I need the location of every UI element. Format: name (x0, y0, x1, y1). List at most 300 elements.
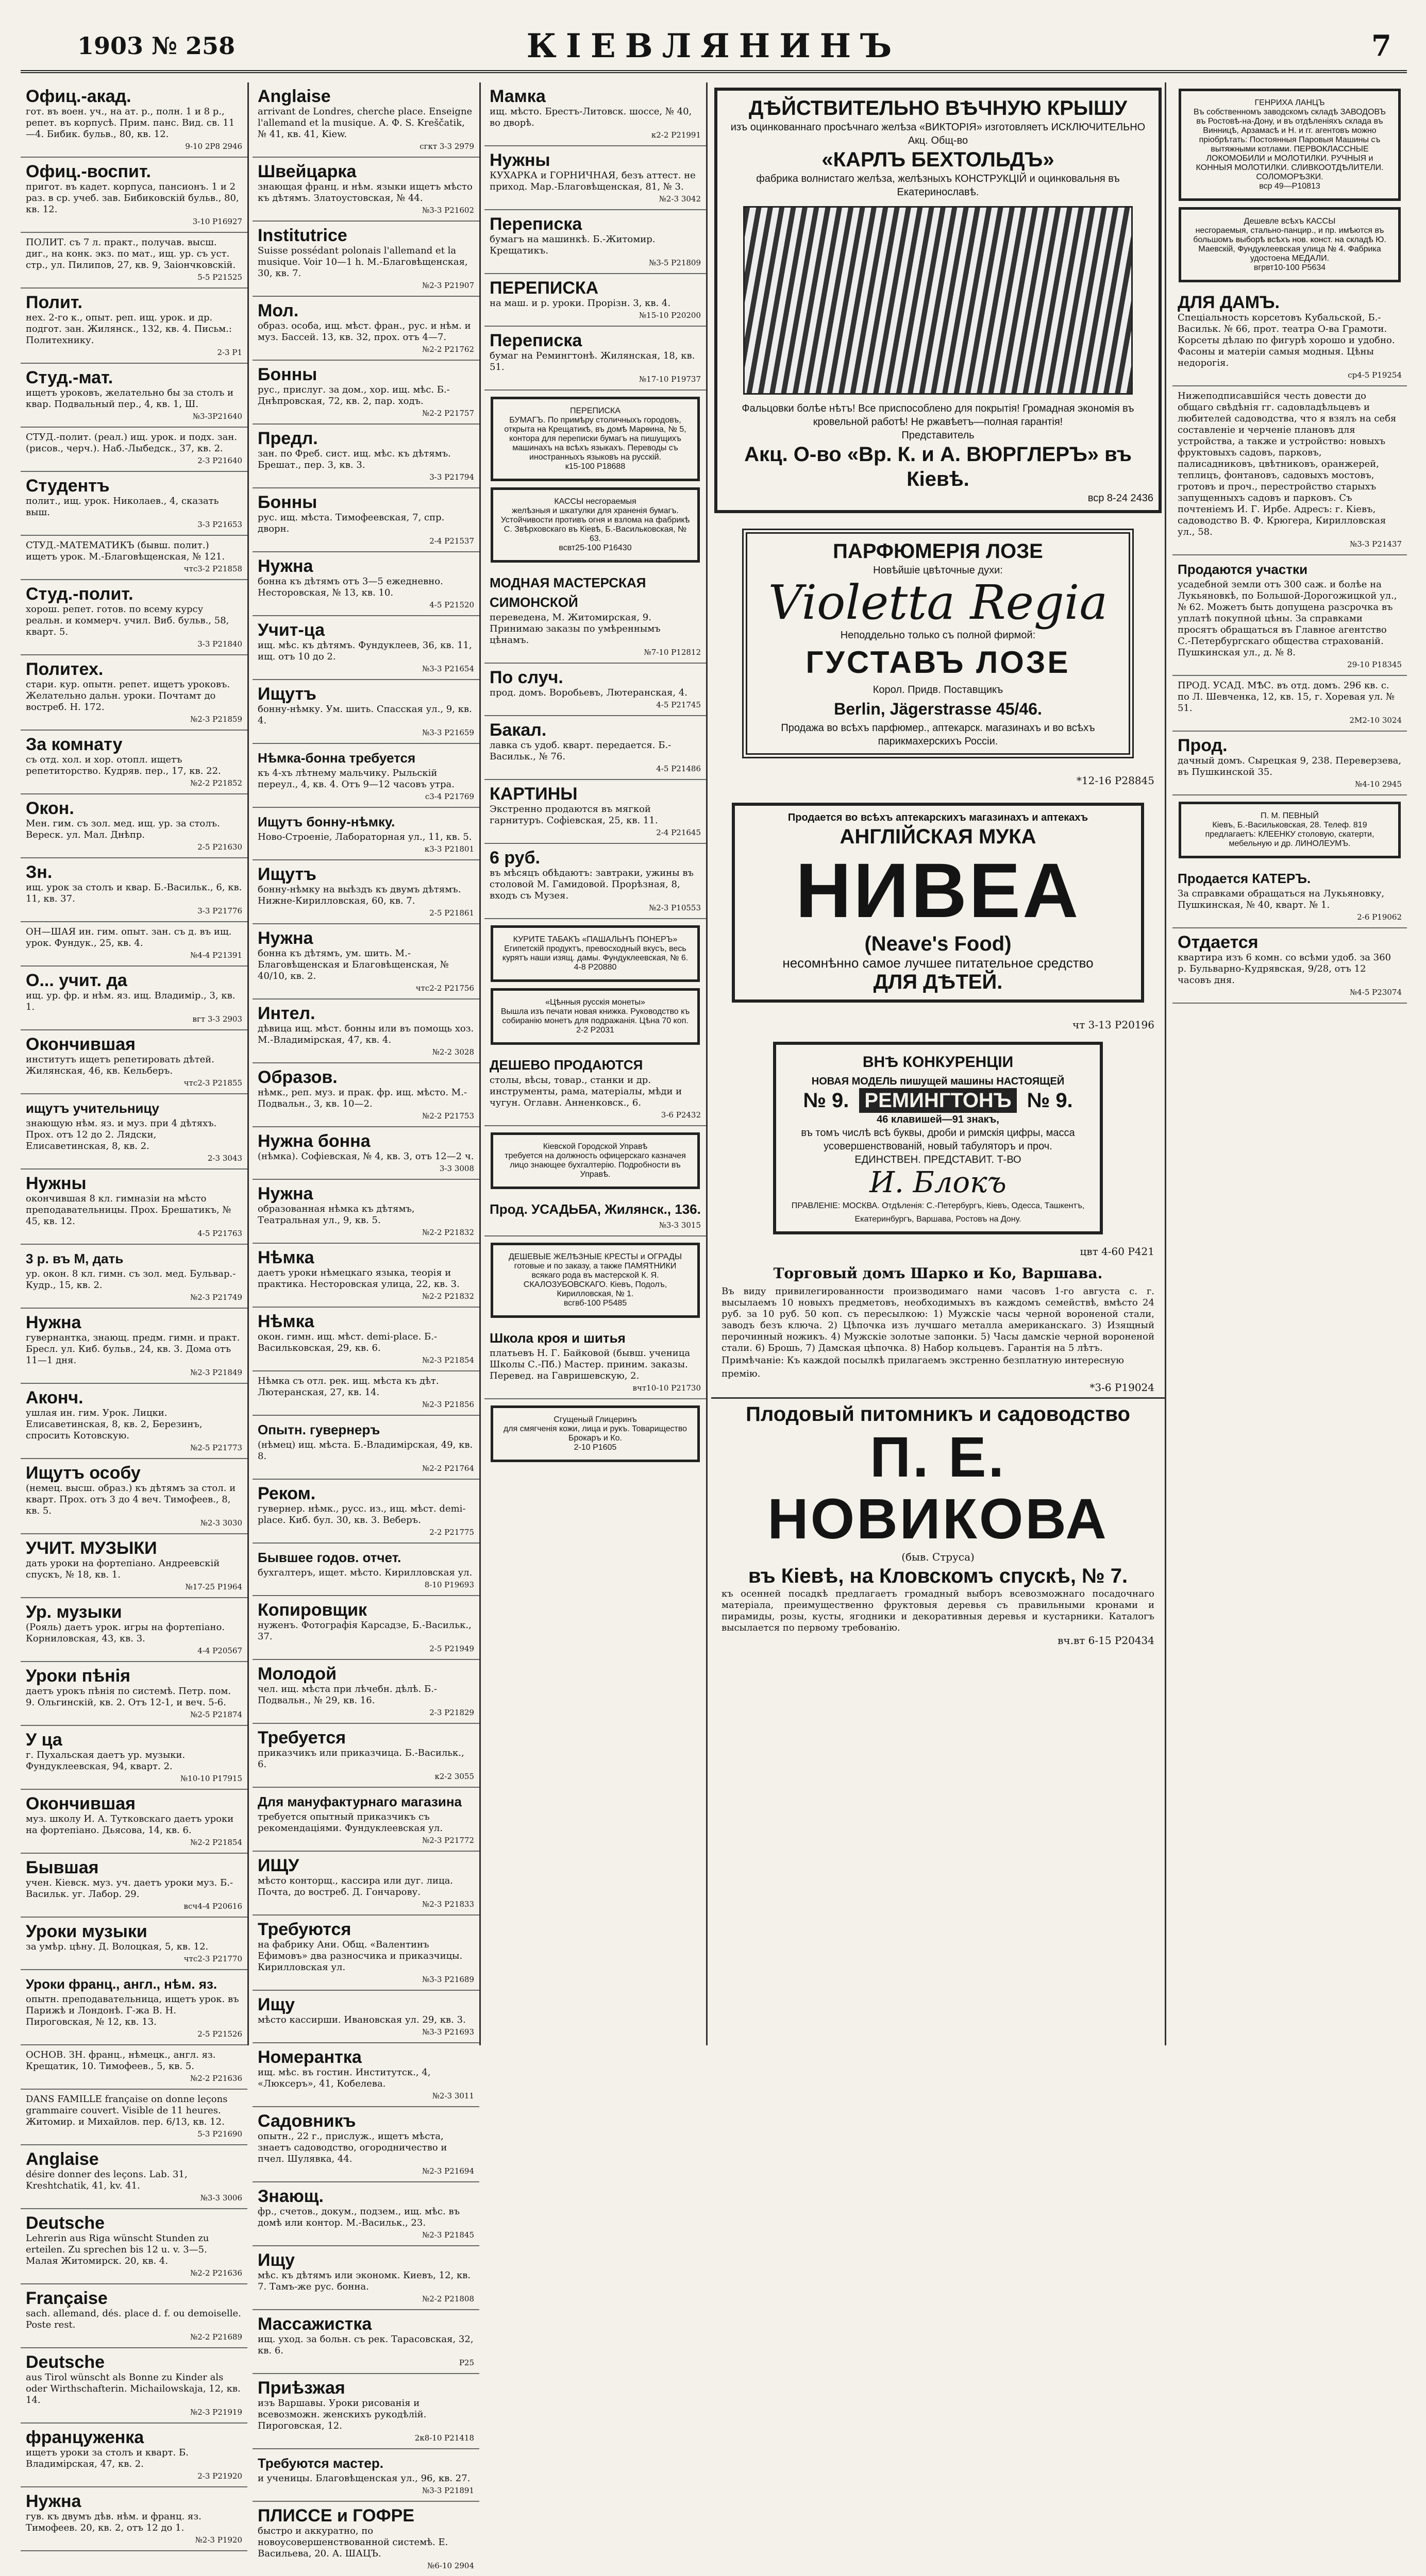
classified-ad (1179, 89, 1401, 201)
issue-date: 1903 № 258 (77, 32, 236, 60)
ad-heading: Приѣзжая (258, 2378, 345, 2398)
ad-heading: Продается КАТЕРЪ. (1178, 871, 1311, 886)
ad-heading: Студ.-полит. (26, 584, 133, 604)
ad-ref-code: №2-2 Р21832 (422, 1292, 474, 1301)
ad-text: гувернер. нѣмк., русс. из., ищ. мѣст. demi-place. Киб. бул. 30, кв. 3. Веберъ. (258, 1503, 466, 1526)
ad-text: несгораемыя, стально-панцир., и пр. имѣются въ большомъ выборѣ всѣхъ нов. конст. на складѣ Ю. Маевскій, Фундуклеевская улица № 4. Фабрика удостоена МЕДАЛИ. (1193, 226, 1386, 263)
classified-ad (1172, 386, 1407, 555)
ad-ref-code: сгкт 3-3 2979 (420, 142, 474, 151)
ad-heading: Офиц.-акад. (26, 87, 131, 106)
classified-ad (21, 1245, 247, 1309)
ad-ref-code: №2-2 Р21852 (190, 778, 242, 788)
typewriter-brand: РЕМИНГТОНЪ (859, 1088, 1016, 1113)
ad-ref-code: 2-6 Р19062 (1357, 912, 1402, 922)
ad-heading: Копировщик (258, 1600, 367, 1620)
ad-text: Мен. гим. съ зол. мед. ищ. ур. за столъ. Вереск. ул. Мал. Днѣпр. (26, 818, 220, 840)
classified-ad (253, 2043, 479, 2107)
ad-text: лавка съ удоб. кварт. передается. Б.-Васильк., № 76. (490, 740, 672, 762)
ad-text: столы, вѣсы, товар., станки и др. инструменты, рама, матеріалы, мѣди и чугун. Оглавн. Анненковск., 6. (490, 1075, 682, 1108)
ad-heading: Массажистка (258, 2314, 372, 2334)
ad-ref-code: №2-2 Р21636 (190, 2268, 242, 2278)
roof-ad-title: ДѢЙСТВИТЕЛЬНО ВѢЧНУЮ КРЫШУ (748, 97, 1128, 120)
column-3 (484, 82, 708, 2045)
ad-heading: Нѣмка (258, 1312, 314, 1331)
classified-ad (21, 1918, 247, 1970)
ad-heading: Бонны (258, 365, 317, 384)
ad-heading: О... учит. да (26, 971, 127, 990)
typewriter-num-left: № 9. (803, 1089, 849, 1112)
flour-claim: несомнѣнно самое лучшее питательное средство (782, 955, 1094, 971)
ad-text: въ мѣсяцъ обѣдаютъ: завтраки, ужины въ столовой М. Гамидовой. Прорѣзная, 8, входъ съ Музея. (490, 868, 694, 901)
ad-ref-code: №3-3 Р21891 (422, 2486, 474, 2495)
classified-ad (253, 999, 479, 1063)
classified-ad (253, 1416, 479, 1480)
page-number: 7 (1371, 29, 1391, 63)
watch-ref: *3-6 Р19024 (1089, 1381, 1154, 1394)
ad-ref-code: к2-2 3055 (434, 1772, 474, 1781)
nursery-was: (быв. Струса) (901, 1551, 975, 1563)
ad-heading: Уроки франц., англ., нѣм. яз. (26, 1976, 217, 1992)
ad-ref-code: 8-10 Р19693 (424, 1580, 474, 1589)
ad-text: ПОЛИТ. съ 7 л. практ., получав. высш. диг., на конк. экз. по мат., ищ. ур. съ уст. стр., ул. Пилипов, 27, кв. 9, Заіончковскій. (26, 237, 236, 270)
watch-body: Въ виду привилегированности производимаго нами часовъ 1-го августа с. г. высылаемъ 10 новыхъ предметовъ, необходимыхъ въ каждомъ семействѣ, вмѣсто 24 руб. за 10 руб. 50 коп. съ пересылкою: 1) Мужскіе часы черной вороненой стали, заводъ безъ ключа. 2) Цѣпочка изъ лучшаго металла американскаго. 3) Изящный перочинный ножикъ. 4) Мужскіе золотые запонки. 5) Часы дамскіе черной вороненой стали. 6) Брошь, 7) Дамская цѣпочка. 8) Набор кольцевъ. Гарантія на 5 лѣтъ. (722, 1286, 1154, 1353)
ad-heading: француженка (26, 2428, 144, 2447)
ad-ref-code: 3-3 Р21653 (197, 520, 242, 529)
ad-text: г. Пухальская даетъ ур. музыки. Фундуклеевская, 94, кварт. 2. (26, 1750, 186, 1772)
ad-heading: Нѣмка (258, 1248, 314, 1267)
classified-ad (491, 1132, 700, 1189)
classified-ad (253, 1660, 479, 1724)
ad-ref-code: №3-3Р21640 (192, 412, 242, 421)
classified-ad (21, 1598, 247, 1662)
classified-ad (253, 2449, 479, 2502)
ad-text: Спеціальность корсетовъ Кубальской, Б.-Васильк. № 66, прот. театра О-ва Грамоти. Корсеты дѣлаю по фигурѣ хорошо и удобно. Фасоны и матеріи самыя модныя. Цѣны недорогія. (1178, 312, 1395, 368)
ad-text: знающую нѣм. яз. и муз. при 4 дѣтяхъ. Прох. отъ 12 до 2. Лядски, Елисаветинская, 8, кв. 2. (26, 1118, 217, 1151)
classified-ad (253, 680, 479, 744)
classified-ad (253, 2107, 479, 2182)
ad-ref-code: 3-3 3008 (439, 1164, 474, 1173)
ad-heading: Прод. (1178, 736, 1228, 755)
classified-ad (21, 364, 247, 428)
ad-text: бонна къ дѣтямъ отъ 3—5 ежедневно. Несторовская, № 13, кв. 10. (258, 576, 443, 598)
ad-ref-code: №2-2 Р21808 (422, 2294, 474, 2303)
classified-ad (253, 860, 479, 924)
classified-ad (253, 1788, 479, 1852)
perfume-house: ПАРФЮМЕРІЯ ЛОЗЕ (833, 540, 1043, 563)
ad-text: прод. домъ. Воробьевъ, Лютеранская, 4. (490, 687, 688, 698)
ad-heading: Нужна (258, 556, 313, 576)
ad-ref-code: №3-3 Р21689 (422, 1975, 474, 1984)
ad-ref-code: №2-2 Р21762 (422, 345, 474, 354)
classified-ad (21, 794, 247, 858)
ad-heading: Школа кроя и шитья (490, 1330, 626, 1346)
classified-ad (21, 1790, 247, 1854)
ad-text: требуется на должность офицерскаго казначея лицо знающее бухгалтерію. Подробности въ Управѣ. (505, 1151, 686, 1179)
ad-text: Нѣмка съ отл. рек. ищ. мѣста къ дѣт. Лютеранская, 27, кв. 14. (258, 1376, 439, 1398)
ad-heading: Ур. музыки (26, 1602, 122, 1622)
ad-text: и ученицы. Благовѣщенская ул., 96, кв. 27. (258, 2473, 471, 2484)
ad-ref-code: 29-10 Р18345 (1347, 660, 1402, 669)
ad-text: гувернантка, знающ. предм. гимн. и практ. Бресл. ул. Киб. бульв., 24, кв. 3. Дома отъ 11—1 дня. (26, 1332, 240, 1366)
flour-target: ДЛЯ ДѢТЕЙ. (873, 971, 1003, 993)
ad-heading: Для мануфактурнаго магазина (258, 1794, 462, 1809)
ad-text: ищ. мѣсто. Брестъ-Литовск. шоссе, № 40, во дворѣ. (490, 106, 692, 128)
ad-text: дать уроки на фортепіано. Андреевскій спускъ, № 18, кв. 1. (26, 1558, 220, 1580)
flour-name1: АНГЛІЙСКАЯ МУКА (840, 825, 1036, 848)
ad-heading: Ищутъ бонну-нѣмку. (258, 814, 395, 829)
ad-text: переведена, М. Житомирская, 9. Принимаю заказы по умѣреннымъ цѣнамъ. (490, 612, 661, 646)
ad-ref-code: №7-10 Р12812 (644, 648, 701, 657)
classified-ad (253, 1596, 479, 1660)
column-4 (711, 82, 1166, 2045)
ad-heading: Бонны (258, 493, 317, 512)
classified-ad (1172, 928, 1407, 1004)
classified-ad (253, 2374, 479, 2449)
typewriter-signature: И. Блокъ (869, 1166, 1006, 1199)
ad-heading: Нужны (490, 150, 550, 170)
ad-ref-code: вгт 3-3 2903 (192, 1014, 242, 1024)
classified-ad (253, 744, 479, 808)
ad-text: окончившая 8 кл. гимназіи на мѣсто преподавательницы. Прох. Брешатикъ, № 45, кв. 12. (26, 1193, 231, 1227)
ad-text: хорош. репет. готов. по всему курсу реальн. и коммерч. учил. Виб. бульв., 58, кварт. 5. (26, 604, 229, 637)
ad-ref-code: ср4-5 Р19254 (1348, 370, 1402, 380)
ad-ref-code: к3-3 Р21801 (424, 844, 474, 854)
ad-heading: ДЕШЕВЫЕ ЖЕЛѢЗНЫЕ КРЕСТЫ и ОГРАДЫ (508, 1252, 682, 1261)
ad-ref-code: 2М2-10 3024 (1349, 716, 1402, 725)
classified-ad (253, 2182, 479, 2246)
ad-heading: Требуются мастер. (258, 2455, 383, 2471)
ad-text: зан. по Фреб. сист. ищ. мѣс. къ дѣтямъ. Брешат., пер. 3, кв. 3. (258, 448, 451, 470)
ad-heading: Нужна (258, 928, 313, 948)
classified-ad (1172, 865, 1407, 928)
ad-heading: Дешевле всѣхъ КАССЫ (1244, 217, 1336, 226)
ad-heading: Кіевской Городской Управѣ (543, 1142, 648, 1151)
ad-heading: Швейцарка (258, 162, 357, 181)
classified-ad (21, 1170, 247, 1245)
ad-ref-code: 2-3 Р21920 (197, 2471, 242, 2481)
ad-ref-code: №3-3 Р21659 (422, 728, 474, 737)
classified-ad (253, 488, 479, 552)
nursery-ref: вч.вт 6-15 Р20434 (1058, 1634, 1154, 1647)
ad-text: бухгалтеръ, ищет. мѣсто. Кирилловская ул. (258, 1567, 473, 1578)
roof-ad-firm-sub: фабрика волнистаго желѣза, желѣзныхъ КОНСТРУКЦІЙ и оцинковальня въ Екатеринославѣ. (756, 173, 1120, 198)
classified-ad (491, 1243, 700, 1318)
roof-ad-firm: «КАРЛЪ БЕХТОЛЬДЪ» (821, 148, 1054, 171)
classified-ad (21, 922, 247, 967)
perfume-foot: Продажа во всѣхъ парфюмер., аптекарск. магазинахъ и во всѣхъ парикмахерскихъ Россіи. (781, 722, 1095, 747)
ad-ref-code: 2-2 Р2031 (576, 1026, 614, 1035)
classified-ad (484, 274, 706, 327)
ad-ref-code: №2-3 Р21856 (422, 1400, 474, 1409)
ad-text: СТУД.-МАТЕМАТИКЪ (бывш. полит.) ищетъ урок. М.-Благовѣщенская, № 121. (26, 540, 225, 562)
ad-heading: Знающ. (258, 2187, 324, 2206)
ad-ref-code: 4-4 Р20567 (197, 1646, 242, 1655)
ad-ref-code: всвт25-100 Р16430 (559, 544, 632, 552)
watch-title: Торговый домъ Шарко и Ко, Варшава. (773, 1265, 1103, 1282)
ad-ref-code: №2-3 Р21749 (190, 1293, 242, 1302)
typewriter-desc: въ томъ числѣ всѣ буквы, дроби и римскія цифры, масса усовершенствованій, новый табуляторъ и проч. (801, 1127, 1075, 1152)
ad-ref-code: №17-10 Р19737 (639, 375, 701, 384)
ad-text: дѣвица ищ. мѣст. бонны или въ помощь хоз. М.-Владимірская, 47, кв. 4. (258, 1023, 474, 1045)
ad-ref-code: №2-2 Р21636 (190, 2074, 242, 2083)
ad-heading: Мамка (490, 87, 546, 106)
ad-heading: ГЕНРИХА ЛАНЦЪ (1254, 98, 1325, 107)
classified-ad (1172, 555, 1407, 676)
ad-text: ищетъ уроки за столъ и кварт. Б. Владимірская, 47, кв. 2. (26, 2447, 189, 2469)
ad-ref-code: №2-3 Р21859 (190, 715, 242, 724)
ad-text: ищетъ уроковъ, желательно бы за столъ и квар. Подвальный пер., 4, кв. 1, Ш. (26, 387, 233, 410)
ad-ref-code: №2-3 3030 (200, 1518, 242, 1528)
classified-ad (21, 1384, 247, 1459)
newspaper-title: КІЕВЛЯНИНЪ (526, 27, 901, 65)
classified-ad (21, 1309, 247, 1384)
ad-heading: Окон. (26, 799, 74, 818)
classified-ad (21, 2209, 247, 2284)
perfume-city: Berlin, Jägerstrasse 45/46. (834, 700, 1042, 718)
classified-ad (1172, 676, 1407, 732)
classified-ad (253, 1852, 479, 1916)
ad-text: требуется опытный приказчикъ съ рекомендаціями. Фундуклеевская ул. (258, 1811, 443, 1834)
classified-ad (491, 1405, 700, 1462)
perfume-maker: ГУСТАВЪ ЛОЗЕ (806, 645, 1070, 680)
ad-text: на фабрику Ани. Общ. «Валентинъ Ефимовъ» два разносчика и приказчицы. Кирилловская ул. (258, 1939, 463, 1973)
classified-ad (21, 1970, 247, 2045)
ad-text: (Рояль) даетъ урок. игры на фортепіано. Корниловская, 43, кв. 3. (26, 1622, 225, 1644)
ad-heading: Переписка (490, 214, 582, 234)
ad-ref-code: 2-5 Р21861 (429, 908, 474, 918)
ad-text: СТУД.-полит. (реал.) ищ. урок. и подх. зан. (рисов., черч.). Наб.-Лыбедск., 37, кв. 2. (26, 432, 238, 454)
classified-ad (21, 1854, 247, 1918)
ad-heading: МОДНАЯ МАСТЕРСКАЯ СИМОНСКОЙ (490, 575, 646, 610)
ad-ref-code: вчт10-10 Р21730 (632, 1383, 701, 1393)
classified-ad (21, 731, 247, 794)
ad-text: aus Tirol wünscht als Bonne zu Kinder als oder Wirthschafterin. Michailowskaja, 12, кв. 14. (26, 2372, 241, 2405)
ad-ref-code: 2-5 Р21949 (429, 1644, 474, 1653)
ad-heading: Ищу (258, 1995, 295, 2014)
roof-ad-rep-name: Акц. О-во «Вр. К. и А. ВЮРГЛЕРЪ» въ Кіевѣ. (744, 443, 1132, 490)
ad-ref-code: 4-5 Р21745 (656, 700, 701, 709)
ad-text: Кіевъ, Б.-Васильковская, 28. Телеф. 819 предлагаетъ: КЛЕЕНКУ столовую, скатерти, мебельную и др. ЛИНОЛЕУМЪ. (1205, 821, 1374, 848)
ad-heading: Требуются (258, 1920, 351, 1939)
ad-text: образ. особа, ищ. мѣст. фран., рус. и нѣм. и муз. Бассей. 13, кв. 32, прох. отъ 4—7. (258, 320, 471, 343)
ad-heading: Реком. (258, 1484, 316, 1503)
ad-ref-code: 3-6 Р2432 (661, 1110, 701, 1120)
ad-text: даетъ уроки нѣмецкаго языка, теорія и практика. Несторовская улица, 22, кв. 3. (258, 1267, 460, 1290)
ad-text: съ отд. хол. и хор. отопл. ищетъ репетиторство. Кудряв. пер., 17, кв. 22. (26, 754, 221, 776)
ad-text: нѣмк., реп. муз. и прак. фр. ищ. мѣсто. М.-Подвальн., 3, кв. 10—2. (258, 1087, 467, 1109)
ad-ref-code: №3-3 3006 (200, 2193, 242, 2202)
classified-ad (484, 327, 706, 391)
ad-text: бумагъ на машинкѣ. Б.-Житомир. Крещатикъ. (490, 234, 656, 256)
ad-text: муз. школу И. А. Тутковскаго даетъ уроки на фортепіано. Дьясова, 14, кв. 6. (26, 1814, 234, 1836)
ad-ref-code: №2-2 Р21753 (422, 1111, 474, 1121)
ad-text: Вышла изъ печати новая книжка. Руководство къ собиранію монетъ для подражанія. Цѣна 70 коп. (500, 1007, 690, 1025)
ad-ref-code: №2-2 Р21854 (190, 1838, 242, 1847)
ad-ref-code: №3-3 Р21693 (422, 2027, 474, 2037)
classified-ad (21, 2284, 247, 2348)
classified-ad (21, 1030, 247, 1094)
classified-ad (253, 297, 479, 361)
typewriter-keys: 46 клавишей—91 знакъ, (877, 1114, 999, 1125)
ad-ref-code: 5-5 Р21525 (197, 273, 242, 282)
nursery-addr: въ Кіевѣ, на Кловскомъ спускѣ, № 7. (748, 1565, 1128, 1587)
ad-heading: Молодой (258, 1664, 337, 1684)
ad-ref-code: №3-3 Р21654 (422, 664, 474, 673)
ad-ref-code: 3-3 Р21794 (429, 472, 474, 482)
classified-ad (21, 2090, 247, 2145)
ad-text: DANS FAMILLE française on donne leçons grammaire couvert. Visible de 11 heures. Житомир. и Михайлов. пер. 6/13, кв. 12. (26, 2094, 228, 2127)
ad-text: нех. 2-го к., опыт. реп. ищ. урок. и др. подгот. зан. Жилянск., 132, кв. 4. Письм.: Политехнику. (26, 312, 232, 346)
classified-ad (253, 552, 479, 616)
classified-ad (253, 808, 479, 860)
ad-text: БУМАГЪ. По примѣру столичныхъ городовъ, открыта на Крещатикѣ, въ домѣ Марѳина, № 5, контора для переписки бумагъ на пишущихъ машинахъ на всѣхъ языкахъ. Переводы съ иностранныхъ языковъ на русскій. (504, 416, 686, 462)
ad-heading: Прод. УСАДЬБА, Жилянск., 136. (490, 1201, 701, 1217)
classified-ad (253, 924, 479, 999)
classified-ad (21, 1459, 247, 1534)
classified-ad (253, 1244, 479, 1308)
classified-ad (21, 2348, 247, 2424)
ad-text: квартира изъ 6 комн. со всѣми удоб. за 360 р. Бульварно-Кудрявская, 9/28, отъ 12 часовъ дня. (1178, 952, 1391, 986)
ad-ref-code: №17-25 Р1964 (185, 1582, 242, 1591)
ad-text: бонну-нѣмку на выѣздъ къ двумъ дѣтямъ. Нижне-Кирилловская, 60, кв. 7. (258, 884, 461, 906)
ad-heading: Зн. (26, 862, 53, 882)
ad-ref-code: №4-5 Р23074 (1350, 988, 1402, 997)
roof-ad-rep: Представитель (901, 430, 975, 441)
ad-heading: П. М. ПЕВНЫЙ (1261, 811, 1319, 820)
ad-heading: Окончившая (26, 1035, 136, 1054)
ad-ref-code: №2-3 Р21845 (422, 2230, 474, 2240)
ad-text: приказчикъ или приказчица. Б.-Васильк., 6. (258, 1748, 464, 1770)
ad-ref-code: Р25 (459, 2358, 474, 2367)
ad-text: мѣсто конторщ., кассира или дуг. лица. Почта, до востреб. Д. Гончарову. (258, 1875, 454, 1897)
ad-text: ОСНОВ. ЗН. франц., нѣмецк., англ. яз. Крещатик, 10. Тимофеев., 5, кв. 5. (26, 2049, 216, 2072)
typewriter-top: ВНѢ КОНКУРЕНЦІИ (862, 1054, 1014, 1071)
ad-heading: Офиц.-воспит. (26, 162, 151, 181)
ad-heading: Ищу (258, 2250, 295, 2270)
ad-heading: Отдается (1178, 933, 1259, 952)
ad-text: (нѣмец) ищ. мѣста. Б.-Владимірская, 49, кв. 8. (258, 1439, 473, 1462)
ad-ref-code: №2-3 Р10553 (649, 903, 701, 912)
ad-ref-code: 2-3 Р21640 (197, 456, 242, 465)
ad-heading: 3 р. въ М, дать (26, 1251, 124, 1266)
classified-ad (484, 210, 706, 274)
ad-text: бонна къ дѣтямъ, ум. шить. М.-Благовѣщенская и Благовѣщенская, № 40/10, кв. 2. (258, 948, 449, 981)
classified-ad (253, 1480, 479, 1544)
ad-heading: Учит-ца (258, 620, 325, 640)
ad-ref-code: вср 49—Р10813 (1259, 182, 1320, 191)
classified-ad (253, 616, 479, 680)
ad-ref-code: 2-3 Р21829 (429, 1708, 474, 1717)
ad-heading: Нужна (26, 1313, 81, 1332)
classified-ad (253, 1180, 479, 1244)
ad-ref-code: 2-4 Р21537 (429, 536, 474, 546)
ad-ref-code: 5-3 Р21690 (197, 2129, 242, 2139)
ad-ref-code: 4-8 Р20880 (574, 963, 617, 972)
roof-ad-ref: вср 8-24 2436 (1087, 493, 1153, 504)
ad-ref-code: чтс2-2 Р21756 (415, 984, 474, 993)
ad-text: (немец. высш. образ.) къ дѣтямъ за стол. и кварт. Прох. отъ 3 до 4 веч. Тимофеев., 8, кв. 5. (26, 1483, 236, 1516)
classified-ad (21, 2424, 247, 2487)
ad-heading: Бывшая (26, 1858, 99, 1877)
ad-heading: Anglaise (26, 2149, 99, 2169)
classified-ad (253, 361, 479, 425)
ad-ref-code: №2-3 Р21849 (190, 1368, 242, 1377)
ad-text: ищ. урок за столъ и квар. Б.-Васильк., 6, кв. 11, кв. 37. (26, 882, 242, 904)
ad-ref-code: №2-3 Р21907 (422, 281, 474, 290)
ad-ref-code: 2-4 Р21645 (656, 828, 701, 837)
ad-ref-code: 4-5 Р21486 (656, 764, 701, 773)
classified-ad (21, 2045, 247, 2090)
ad-text: образованная нѣмка къ дѣтямъ, Театральная ул., 9, кв. 5. (258, 1204, 415, 1226)
classified-ad (21, 428, 247, 472)
typewriter-agent: ЕДИНСТВЕН. ПРЕДСТАВИТ. Т-ВО (854, 1154, 1021, 1165)
ad-text: Lehrerin aus Riga wünscht Stunden zu erteilen. Zu sprechen bis 12 u. v. 3—5. Малая Житомирск. 20, кв. 4. (26, 2233, 209, 2266)
ad-ref-code: к15-100 Р18688 (565, 462, 626, 471)
ad-heading: ПЕРЕПИСКА (569, 406, 621, 415)
ad-text: окон. гимн. ищ. мѣст. demi-place. Б.-Васильковская, 29, кв. 6. (258, 1331, 438, 1353)
classified-ad (253, 1991, 479, 2043)
ad-ref-code: №2-3 Р21833 (422, 1900, 474, 1909)
ad-ref-code: №2-3 3011 (432, 2091, 474, 2100)
ad-heading: Ищутъ особу (26, 1463, 141, 1483)
masthead (21, 20, 1407, 76)
nursery-ad (711, 1397, 1165, 1650)
classified-ad (484, 716, 706, 780)
typewriter-ref: цвт 4-60 Р421 (1080, 1245, 1154, 1258)
perfume-ad (742, 529, 1134, 758)
classified-ad (21, 1662, 247, 1726)
ad-text: Suisse possédant polonais l'allemand et la musique. Voir 10—1 h. М.-Благовѣщенская, 30, кв. 7. (258, 245, 468, 279)
ad-text: за умѣр. цѣну. Д. Волоцкая, 5, кв. 12. (26, 1941, 209, 1952)
ad-ref-code: №2-2 3028 (432, 1047, 474, 1057)
classified-ad (21, 158, 247, 233)
ad-heading: Окончившая (26, 1794, 136, 1814)
flour-ref: чт 3-13 Р20196 (1072, 1019, 1154, 1031)
ad-heading: Полит. (26, 293, 82, 312)
ad-heading: «Цѣнныя русскія монеты» (545, 998, 645, 1007)
ad-text: мѣсто кассирши. Ивановская ул. 29, кв. 3. (258, 2014, 466, 2025)
nursery-title: Плодовый питомникъ и садоводство (746, 1403, 1130, 1426)
classified-ad (1179, 802, 1401, 858)
flour-brand: (Neave's Food) (864, 933, 1012, 955)
perfume-maker-title: Корол. Придв. Поставщикъ (873, 684, 1003, 696)
ad-text: Египетскій продуктъ, превосходный вкусъ, весь курятъ наши изящ. дамы. Фундуклеевская, № 6. (502, 944, 689, 962)
ad-ref-code: к2-2 Р21991 (651, 130, 701, 140)
roof-sheet-illustration (743, 206, 1133, 395)
ad-heading: По случ. (490, 668, 563, 687)
ad-text: sach. allemand, dés. place d. f. ou demoiselle. Poste rest. (26, 2308, 241, 2330)
ad-ref-code: 3-3 Р21840 (197, 639, 242, 649)
ad-text: даетъ урокъ пѣнія по системѣ. Петр. пом. 9. Ольгинскій, кв. 2. Отъ 12-1, и веч. 5-6. (26, 1686, 231, 1708)
ad-text: ур. окон. 8 кл. гимн. съ зол. мед. Бульвар.-Кудр., 15, кв. 2. (26, 1268, 236, 1291)
ad-text: ушлая ин. гим. Урок. Лицки. Елисаветинская, 8, кв. 2, Березинъ, спросить Котовскую. (26, 1408, 203, 1441)
ad-heading: ПЛИССЕ и ГОФРЕ (258, 2506, 414, 2526)
ad-heading: Номерантка (258, 2047, 362, 2067)
classified-ad (484, 1051, 706, 1126)
ad-heading: КУРИТЕ ТАБАКЪ «ПАШАЛЬНЪ ПОНЕРЪ» (513, 935, 678, 944)
ad-text: ищ. уход. за больн. съ рек. Тарасовская, 32, кв. 6. (258, 2334, 474, 2356)
ad-ref-code: 2-2 Р21775 (429, 1528, 474, 1537)
ad-heading: Аконч. (26, 1388, 83, 1408)
perfume-sub: Новѣйшіе цвѣточные духи: (873, 565, 1003, 576)
ad-text: стари. кур. опытн. репет. ищетъ уроковъ. Желательно дальн. уроки. Почтамт до востреб. Н. 172. (26, 679, 230, 713)
ad-heading: Уроки музыки (26, 1922, 147, 1941)
ad-heading: У ца (26, 1730, 62, 1750)
ad-text: ОН—ШАЯ ин. гим. опыт. зан. съ д. въ ищ. урок. Фундук., 25, кв. 4. (26, 926, 232, 948)
column-5 (1172, 82, 1407, 2045)
ad-text: пригот. въ кадет. корпуса, пансионъ. 1 и 2 раз. в ср. учеб. зав. Бибиковскій бульв., 80, кв. 12. (26, 181, 239, 215)
ad-text: учен. Кіевск. муз. уч. даетъ уроки муз. Б.-Васильк. уг. Лабор. 29. (26, 1877, 233, 1900)
